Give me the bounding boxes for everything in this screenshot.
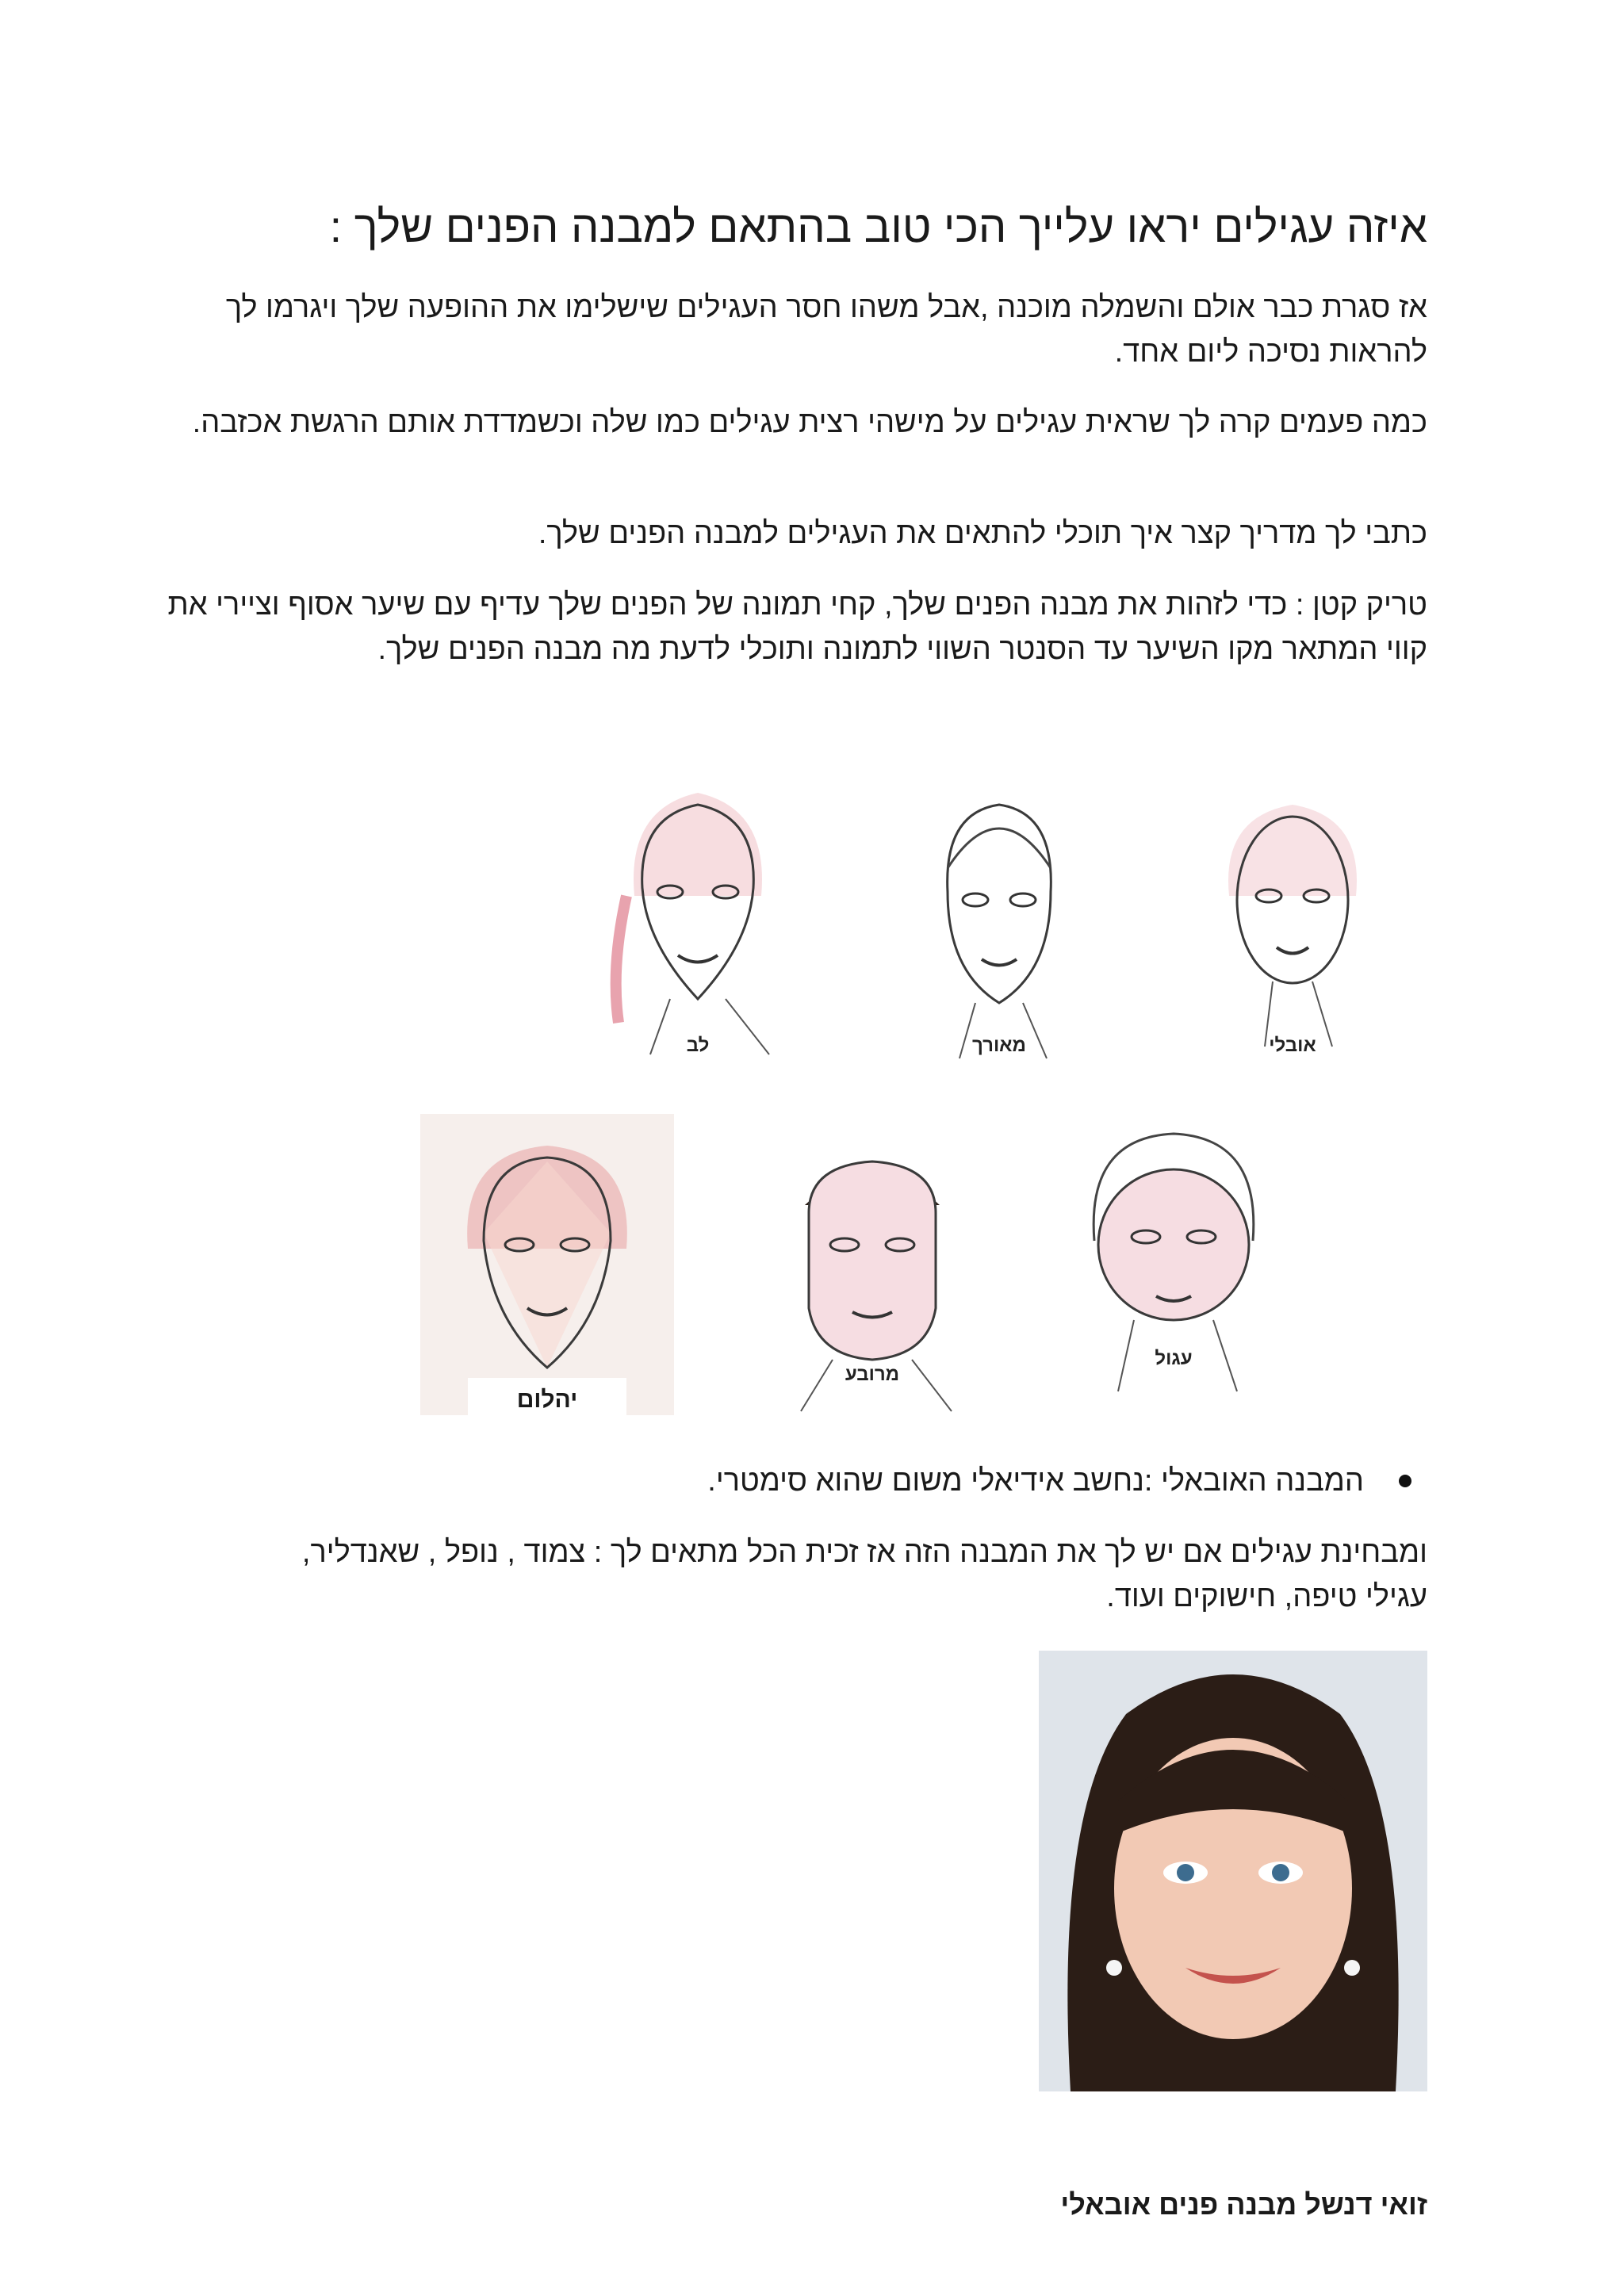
oblong-face-illustration (880, 773, 1118, 1062)
photo-caption: זואי דנשל מבנה פנים אובאלי (1060, 2188, 1427, 2221)
face-sketch-diamond (420, 1114, 674, 1415)
portrait-illustration (1039, 1651, 1427, 2091)
heart-face-illustration (579, 761, 817, 1062)
face-sketch-oblong (880, 773, 1118, 1062)
face-label-oval: אובלי (1269, 1035, 1316, 1056)
oval-bullet-item (254, 1459, 1427, 1503)
face-label-oblong: מאורך (972, 1035, 1026, 1056)
face-sketch-round (1047, 1106, 1300, 1407)
disappointment-paragraph: כמה פעמים קרה לך שראית עגילים על מישהי רצית עגילים כמו שלה וכשמדדת אותם הרגשת אכזבה. (192, 406, 1427, 439)
face-label-round: עגול (1155, 1348, 1193, 1369)
intro-paragraph: אז סגרת כבר אולם והשמלה מוכנה ,אבל משהו חסר העגילים שישלימו את ההופעה שלך ויגרמו לך להראות נסיכה ליום אחד. (225, 291, 1427, 369)
face-label-diamond: יהלום (468, 1378, 626, 1422)
diamond-face-illustration (420, 1114, 674, 1415)
face-label-square: מרובע (845, 1364, 900, 1385)
tip-paragraph: טריק קטן : כדי לזהות את מבנה הפנים שלך, קחי תמונה של הפנים שלך עדיף עם שיער אסוף וציירי את קווי המתאר מקו השיער עד הסנטר השווי לתמונה ותוכלי לדעת מה מבנה הפנים שלך. (167, 588, 1427, 666)
face-label-heart: לב (686, 1035, 710, 1056)
oval-bullet-text: המבנה האובאלי :נחשב אידיאלי משום שהוא סימטרי. (707, 1464, 1364, 1498)
guide-paragraph: כתבי לך מדריך קצר איך תוכלי להתאים את העגילים למבנה הפנים שלך. (538, 517, 1427, 550)
face-sketch-oval (1174, 769, 1411, 1062)
celebrity-photo (1039, 1651, 1427, 2091)
face-sketch-square (745, 1118, 999, 1415)
oval-face-illustration (1174, 769, 1411, 1062)
page-title: איזה עגילים יראו עלייך הכי טוב בהתאם למבנה הפנים שלך : (329, 201, 1427, 251)
bullet-dot-icon (1399, 1475, 1411, 1487)
oval-earrings-paragraph: ומבחינת עגילים אם יש לך את המבנה הזה אז זכית הכל מתאים לך : צמוד , נופל , שאנדליר, עגילי טיפה, חישוקים ועוד. (301, 1536, 1427, 1613)
face-sketch-heart (579, 761, 817, 1062)
